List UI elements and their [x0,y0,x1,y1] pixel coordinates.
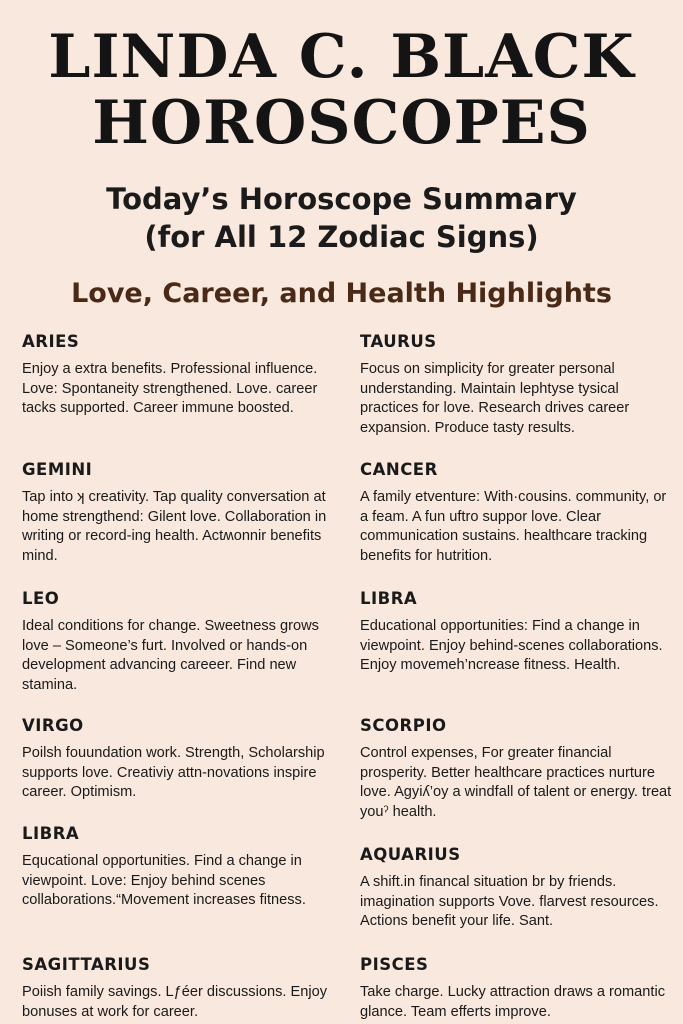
title-line-2: HOROSCOPES [92,88,591,158]
sign-name: SCORPIO [360,716,447,735]
sign-name: LIBRA [22,824,80,843]
sign-name: CANCER [360,460,438,479]
sign-name: PISCES [360,955,429,974]
sign-text: Poilsh fouundation work. Strength, Scholarship supports love. Creativiy attn-novations inspire career. Optimism. [22,745,325,801]
sign-text: Tap into ʞ creativity. Tap quality conversation at home strengthend: Gilent love. Collaboration in writing or record-ing health. Actʍonnir benefits mind. [22,489,327,564]
subtitle-line-1: Today’s Horoscope Summary [106,182,577,216]
sign-text: A family etventure: With·cousins. community, or a feam. A fun uftro suppor love. Clear communication sustains. healthcare tracking benefits for hutrition. [360,489,667,564]
sign-text: Focus on simplicity for greater personal understanding. Maintain lephtyse tysical practices for love. Research drives career expansion. Produce tasty results. [360,361,630,436]
sign-libra [360,589,678,676]
sign-virgo [22,716,340,803]
sign-sagittarius [22,955,340,1022]
sign-text: Take charge. Lucky attraction draws a romantic glance. Team efferts improve. [360,984,665,1020]
title-line-1: LINDA C. BLACK [48,22,635,92]
sign-text: Ideal conditions for change. Sweetness grows love – Someone’s furt. Involved or hands-on development advancing careeer. Find new stamina. [22,618,319,693]
sign-text: Equcational opportunities. Find a change in viewpoint. Love: Enjoy behind scenes collaborations.“Movement increases fitness. [22,853,306,909]
sign-name: SAGITTARIUS [22,955,151,974]
sign-name: TAURUS [360,332,437,351]
subtitle-line-2: (for All 12 Zodiac Signs) [144,220,539,254]
sign-libra-2 [22,824,340,911]
sign-name: AQUARIUS [360,845,461,864]
sign-cancer [360,460,678,566]
page-subtitle [0,180,683,256]
page-title [0,24,683,156]
sign-name: ARIES [22,332,80,351]
sign-text: Poiish family savings. Lƒéer discussions. Enjoy bonuses at work for career. [22,984,327,1020]
sign-taurus [360,332,678,438]
sign-leo [22,589,340,695]
sign-text: Educational opportunities: Find a change in viewpoint. Enjoy behind-scenes collaborations. Enjoy movemeh’ncrease fitness. Health. [360,618,663,674]
sign-name: GEMINI [22,460,93,479]
sign-aries [22,332,340,419]
sign-gemini [22,460,340,566]
sign-name: LEO [22,589,60,608]
sign-aquarius [360,845,678,932]
sign-pisces [360,955,678,1022]
sign-name: LIBRA [360,589,418,608]
sign-scorpio [360,716,678,822]
sign-text: Control expenses, For greater financial prosperity. Better healthcare practices nurture love. Agyiʎ’oy a windfall of talent or energy. treat youˀ health. [360,745,672,820]
sign-text: A shift.in financal situation br by friends. imagination supports Vove. flarvest resources. Actions benefit your life. Sant. [360,874,659,930]
sign-name: VIRGO [22,716,84,735]
highlights-heading: Love, Career, and Health Highlights [71,278,612,309]
sign-text: Enjoy a extra benefits. Professional influence. Love: Spontaneity strengthened. Love. career tacks supported. Career immune boosted. [22,361,318,417]
